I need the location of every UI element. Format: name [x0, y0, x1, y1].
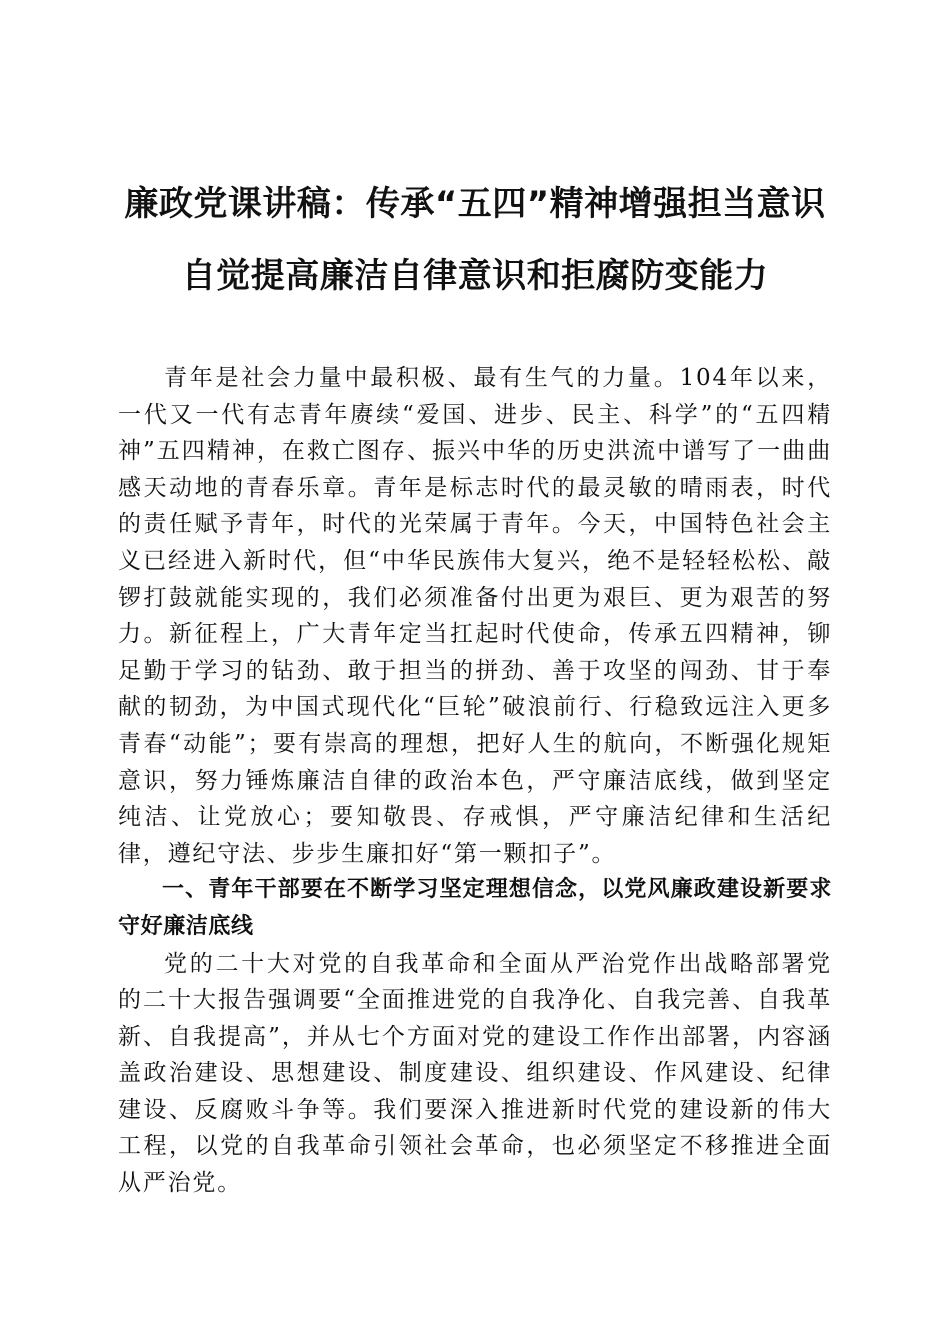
- section-heading-1: 一、青年干部要在不断学习坚定理想信念，以党风廉政建设新要求守好廉洁底线: [118, 877, 832, 939]
- document-title: 廉政党课讲稿：传承“五四”精神增强担当意识自觉提高廉洁自律意识和拒腐防变能力: [124, 184, 826, 296]
- intro-paragraph: 青年是社会力量中最积极、最有生气的力量。104年以来，一代又一代有志青年赓续“爱国、进步、民主、科学”的“五四精神”五四精神，在救亡图存、振兴中华的历史洪流中谱写了一曲曲感天动地的青春乐章。青年是标志时代的最灵敏的晴雨表，时代的责任赋予青年，时代的光荣属于青年。今天，中国特色社会主义已经进入新时代，但“中华民族伟大复兴，绝不是轻轻松松、敲锣打鼓就能实现的，我们必须准备付出更为艰巨、更为艰苦的努力。新征程上，广大青年定当扛起时代使命，传承五四精神，铆足勤于学习的钻劲、敢于担当的拼劲、善于攻坚的闯劲、甘于奉献的韧劲，为中国式现代化“巨轮”破浪前行、行稳致远注入更多青春“动能”；要有崇高的理想，把好人生的航向，不断强化规矩意识，努力锤炼廉洁自律的政治本色，严守廉洁底线，做到坚定纯洁、让党放心；要知敬畏、存戒惧，严守廉洁纪律和生活纪律，遵纪守法、步步生廉扣好“第一颗扣子”。: [118, 365, 832, 867]
- section-1-paragraph: 党的二十大对党的自我革命和全面从严治党作出战略部署党的二十大报告强调要“全面推进党的自我净化、自我完善、自我革新、自我提高”，并从七个方面对党的建设工作作出部署，内容涵盖政治建设、思想建设、制度建设、组织建设、作风建设、纪律建设、反腐败斗争等。我们要深入推进新时代党的建设新的伟大工程，以党的自我革命引领社会革命，也必须坚定不移推进全面从严治党。: [118, 950, 832, 1197]
- document-body: [118, 360, 832, 1202]
